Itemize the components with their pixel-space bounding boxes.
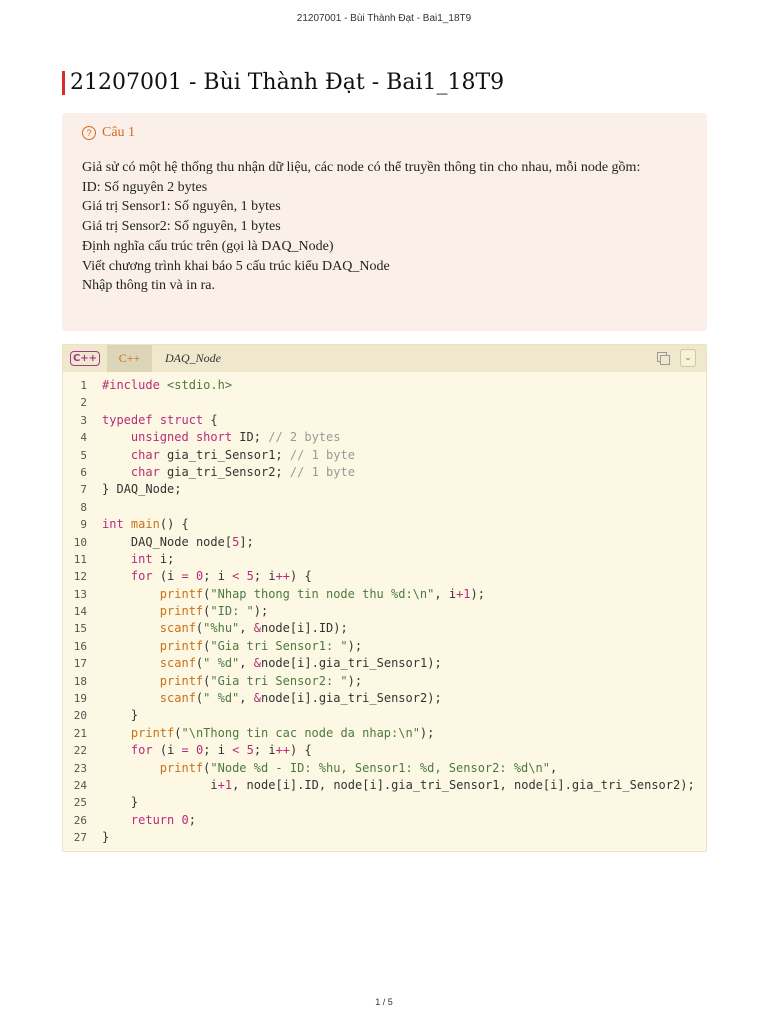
- question-callout: [62, 113, 707, 331]
- code-text: scanf(" %d", &node[i].gia_tri_Sensor2);: [159, 691, 442, 706]
- cpp-logo-icon: [63, 345, 107, 372]
- question-heading: [82, 125, 687, 141]
- line-number: 9: [80, 518, 87, 532]
- code-text: for (i = 0; i < 5; i++) {: [130, 743, 312, 758]
- line-number: 21: [73, 726, 87, 740]
- code-text: printf("Gia tri Sensor1: ");: [159, 638, 363, 653]
- code-text: printf("ID: ");: [159, 604, 269, 619]
- code-line: [63, 794, 707, 811]
- code-text: DAQ_Node node[5];: [130, 534, 254, 549]
- code-text: typedef struct {: [102, 412, 218, 427]
- line-number: 4: [80, 431, 87, 445]
- question-line: Giả sử có một hệ thống thu nhận dữ liệu, các node có thể truyền thông tin cho nhau, mỗi node gồm:: [82, 160, 641, 175]
- code-toolbar: [63, 345, 706, 372]
- code-line: [63, 412, 707, 429]
- line-number: 27: [73, 831, 87, 845]
- line-number: 11: [73, 552, 87, 566]
- cpp-logo-text: C++: [70, 351, 100, 366]
- question-line: Nhập thông tin và in ra.: [82, 278, 215, 294]
- code-line: [63, 394, 707, 411]
- code-line: [63, 638, 707, 655]
- code-line: [63, 742, 707, 759]
- line-number: 5: [80, 448, 87, 462]
- question-body: [82, 158, 687, 296]
- line-number: 15: [73, 622, 87, 636]
- code-line: [63, 429, 707, 446]
- line-number: 2: [80, 396, 87, 410]
- code-line: [63, 516, 707, 533]
- code-text: }: [102, 830, 110, 845]
- code-text: } DAQ_Node;: [102, 482, 182, 497]
- language-tab[interactable]: C++: [107, 345, 152, 372]
- code-line: [63, 447, 707, 464]
- line-number: 12: [73, 570, 87, 584]
- code-line: [63, 464, 707, 481]
- code-text: }: [130, 708, 139, 723]
- line-number: 14: [73, 605, 87, 619]
- code-text: unsigned short ID; // 2 bytes: [130, 430, 341, 445]
- line-number: 18: [73, 674, 87, 688]
- code-text: char gia_tri_Sensor2; // 1 byte: [130, 464, 355, 479]
- code-text: #include <stdio.h>: [102, 378, 233, 392]
- line-number: 16: [73, 639, 87, 653]
- line-number: 17: [73, 657, 87, 671]
- question-line: Giá trị Sensor2: Số nguyên, 1 bytes: [82, 219, 281, 235]
- code-line: [63, 603, 707, 620]
- code-line: [63, 812, 707, 829]
- line-number: 10: [73, 535, 87, 549]
- print-header-title: 21207001 - Bùi Thành Đạt - Bai1_18T9: [296, 13, 472, 24]
- code-lines: [63, 377, 707, 847]
- code-line: [63, 499, 707, 516]
- code-text: printf("Node %d - ID: %hu, Sensor1: %d, Sensor2: %d\n",: [159, 760, 558, 775]
- page-title: [62, 70, 504, 95]
- line-number: 26: [73, 813, 87, 827]
- code-line: [63, 725, 707, 742]
- code-text: int i;: [130, 551, 175, 566]
- line-number: 23: [73, 761, 87, 775]
- code-line: [63, 707, 707, 724]
- code-line: [63, 551, 707, 568]
- line-number: 13: [73, 587, 87, 601]
- question-line: ID: Số nguyên 2 bytes: [82, 179, 208, 195]
- question-line: Định nghĩa cấu trúc trên (gọi là DAQ_Node): [82, 238, 334, 254]
- code-line: [63, 481, 707, 498]
- line-number: 7: [80, 483, 87, 497]
- code-block: [62, 344, 707, 852]
- code-text: printf("Nhap thong tin node thu %d:\n", i+1);: [159, 586, 485, 601]
- question-heading-label: Câu 1: [102, 125, 136, 140]
- code-line: [63, 777, 707, 794]
- code-line: [63, 655, 707, 672]
- line-number: 25: [73, 796, 87, 810]
- code-text: for (i = 0; i < 5; i++) {: [130, 569, 312, 584]
- line-number: 22: [73, 744, 87, 758]
- question-line: Viết chương trình khai báo 5 cấu trúc kiểu DAQ_Node: [82, 258, 390, 274]
- code-text: char gia_tri_Sensor1; // 1 byte: [130, 447, 355, 462]
- line-number: 6: [80, 465, 87, 479]
- line-number: 3: [80, 413, 87, 427]
- code-text: }: [130, 795, 139, 810]
- code-line: [63, 829, 707, 846]
- code-line: [63, 760, 707, 777]
- code-text: scanf(" %d", &node[i].gia_tri_Sensor1);: [159, 656, 442, 671]
- page-number: 1 / 5: [375, 997, 393, 1007]
- code-line: [63, 586, 707, 603]
- code-text: return 0;: [130, 812, 196, 827]
- code-text: scanf("%hu", &node[i].ID);: [159, 621, 348, 636]
- line-number: 24: [73, 778, 87, 792]
- code-line: [63, 534, 707, 551]
- copy-icon[interactable]: [657, 352, 670, 365]
- chevron-down-icon[interactable]: ⌄: [680, 349, 696, 367]
- code-text: i+1, node[i].ID, node[i].gia_tri_Sensor1, node[i].gia_tri_Sensor2);: [210, 777, 695, 792]
- line-number: 20: [73, 709, 87, 723]
- code-line: [63, 620, 707, 637]
- code-line: [63, 377, 707, 394]
- line-number: 1: [80, 379, 87, 392]
- code-text: printf("Gia tri Sensor2: ");: [159, 673, 363, 688]
- code-line: [63, 690, 707, 707]
- question-circle-icon: ?: [82, 126, 96, 140]
- code-file-name: DAQ_Node: [165, 351, 221, 365]
- page-title-text: 21207001 - Bùi Thành Đạt - Bai1_18T9: [70, 70, 505, 95]
- question-line: Giá trị Sensor1: Số nguyên, 1 bytes: [82, 199, 281, 215]
- code-line: [63, 568, 707, 585]
- line-number: 8: [80, 500, 87, 514]
- code-line: [63, 673, 707, 690]
- code-text: int main() {: [102, 517, 189, 532]
- line-number: 19: [73, 692, 87, 706]
- title-accent-bar: [62, 71, 65, 95]
- code-text: printf("\nThong tin cac node da nhap:\n");: [130, 725, 435, 740]
